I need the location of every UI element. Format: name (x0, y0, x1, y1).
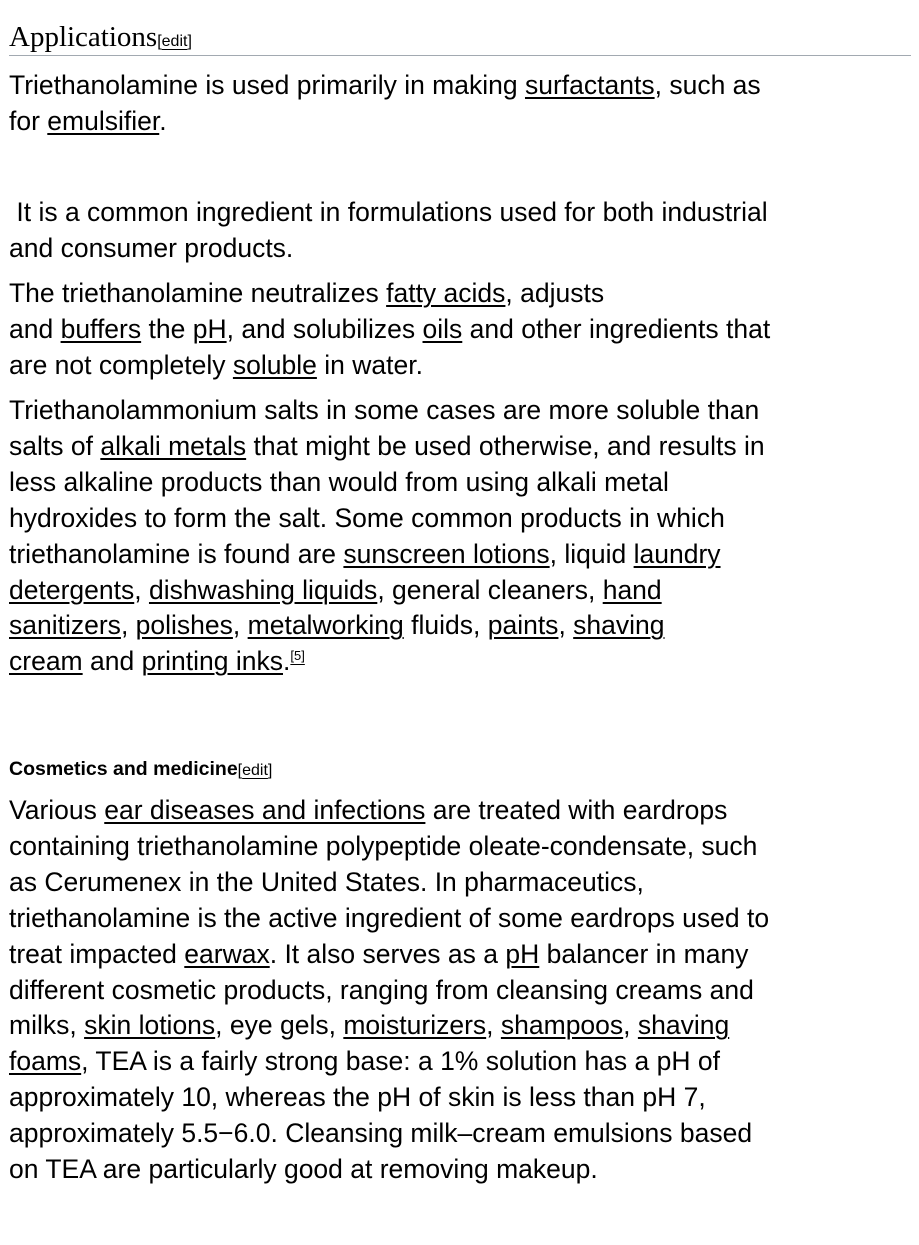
section-title: Applications (9, 21, 158, 53)
subsection-title: Cosmetics and medicine (9, 758, 238, 780)
citation-ref (290, 649, 304, 664)
link-oils[interactable]: oils (422, 313, 463, 344)
link-polishes[interactable]: polishes (135, 610, 233, 641)
paragraph-cosmetics: Various ear diseases and infections are treated with eardrops containing triethanolamine polypeptide oleate-condensate, such as Cerumenex in the United States. In pharmaceutics, triethanolamine is the active ingredient of some eardrops used to treat impacted earwax. It also serves as a pH balancer in many different cosmetic products, ranging from cleansing creams and milks, skin lotions, eye gels, moisturizers, shampoos, shaving foams, TEA is a fairly strong base: a 1% solution has a pH of approximately 10, whereas the pH of skin is less than pH 7, approximately 5.5−6.0. Cleansing milk–cream emulsions based on TEA are particularly good at removing makeup. (9, 795, 770, 1185)
link-moisturizers[interactable]: moisturizers (343, 1010, 487, 1041)
link-fatty-acids[interactable]: fatty acids (386, 278, 506, 308)
link-dishwashing-liquids[interactable]: dishwashing liquids (148, 574, 378, 605)
paragraph-surfactants: Triethanolamine is used primarily in making surfactants, such as for emulsifier. (9, 70, 761, 136)
link-skin-lotions[interactable]: skin lotions (84, 1010, 216, 1041)
link-surfactants[interactable]: surfactants (524, 70, 655, 100)
link-shaving-cream[interactable]: shaving (573, 610, 665, 641)
link-sunscreen-lotions[interactable]: sunscreen lotions (343, 538, 550, 569)
section-edit-link: [edit] (157, 33, 192, 50)
link-shaving-foams[interactable]: shaving (637, 1010, 730, 1041)
link-shaving-cream[interactable]: cream (9, 646, 83, 677)
subsection-edit-link: [edit] (237, 762, 273, 779)
link-paints[interactable]: paints (487, 610, 559, 641)
link-emulsifier[interactable]: emulsifier (47, 105, 160, 136)
paragraph-common-ingredient: It is a common ingredient in formulations used for both industrial and consumer products. (9, 197, 768, 263)
paragraph-neutralizes: The triethanolamine neutralizes fatty acids, adjusts and buffers the pH, and solubilizes oils and other ingredients that are not completely soluble in water. (9, 278, 771, 380)
subsection-heading-cosmetics (9, 756, 272, 784)
link-printing-inks[interactable]: printing inks (141, 646, 283, 677)
edit-link[interactable]: edit (242, 762, 268, 779)
section-heading-applications (9, 20, 911, 56)
link-soluble[interactable]: soluble (232, 349, 317, 380)
citation-link[interactable]: [5] (290, 648, 305, 664)
edit-link[interactable]: edit (161, 33, 188, 50)
link-ph[interactable]: pH (505, 938, 540, 969)
link-earwax[interactable]: earwax (184, 938, 270, 969)
link-shaving-foams[interactable]: foams (9, 1046, 82, 1077)
link-alkali-metals[interactable]: alkali metals (100, 430, 247, 461)
link-metalworking[interactable]: metalworking (247, 610, 404, 641)
link-ear-diseases[interactable]: ear diseases and infections (104, 795, 426, 825)
link-hand-sanitizers[interactable]: hand (602, 574, 662, 605)
link-laundry-detergents[interactable]: laundry (633, 538, 721, 569)
link-hand-sanitizers[interactable]: sanitizers (9, 610, 121, 641)
link-ph[interactable]: pH (192, 313, 227, 344)
paragraph-salts: Triethanolammonium salts in some cases are more soluble than salts of alkali metals that might be used otherwise, and results in less alkaline products than would from using alkali metal hydroxides to form the salt. Some common products in which triethanolamine is found are sunscreen lotions, liquid laundry detergents, dishwashing liquids, general cleaners, hand sanitizers, polishes, metalworking fluids, paints, shaving cream and printing inks.[5] (9, 395, 765, 677)
link-laundry-detergents[interactable]: detergents (9, 574, 135, 605)
link-buffers[interactable]: buffers (60, 313, 142, 344)
link-shampoos[interactable]: shampoos (500, 1010, 624, 1041)
